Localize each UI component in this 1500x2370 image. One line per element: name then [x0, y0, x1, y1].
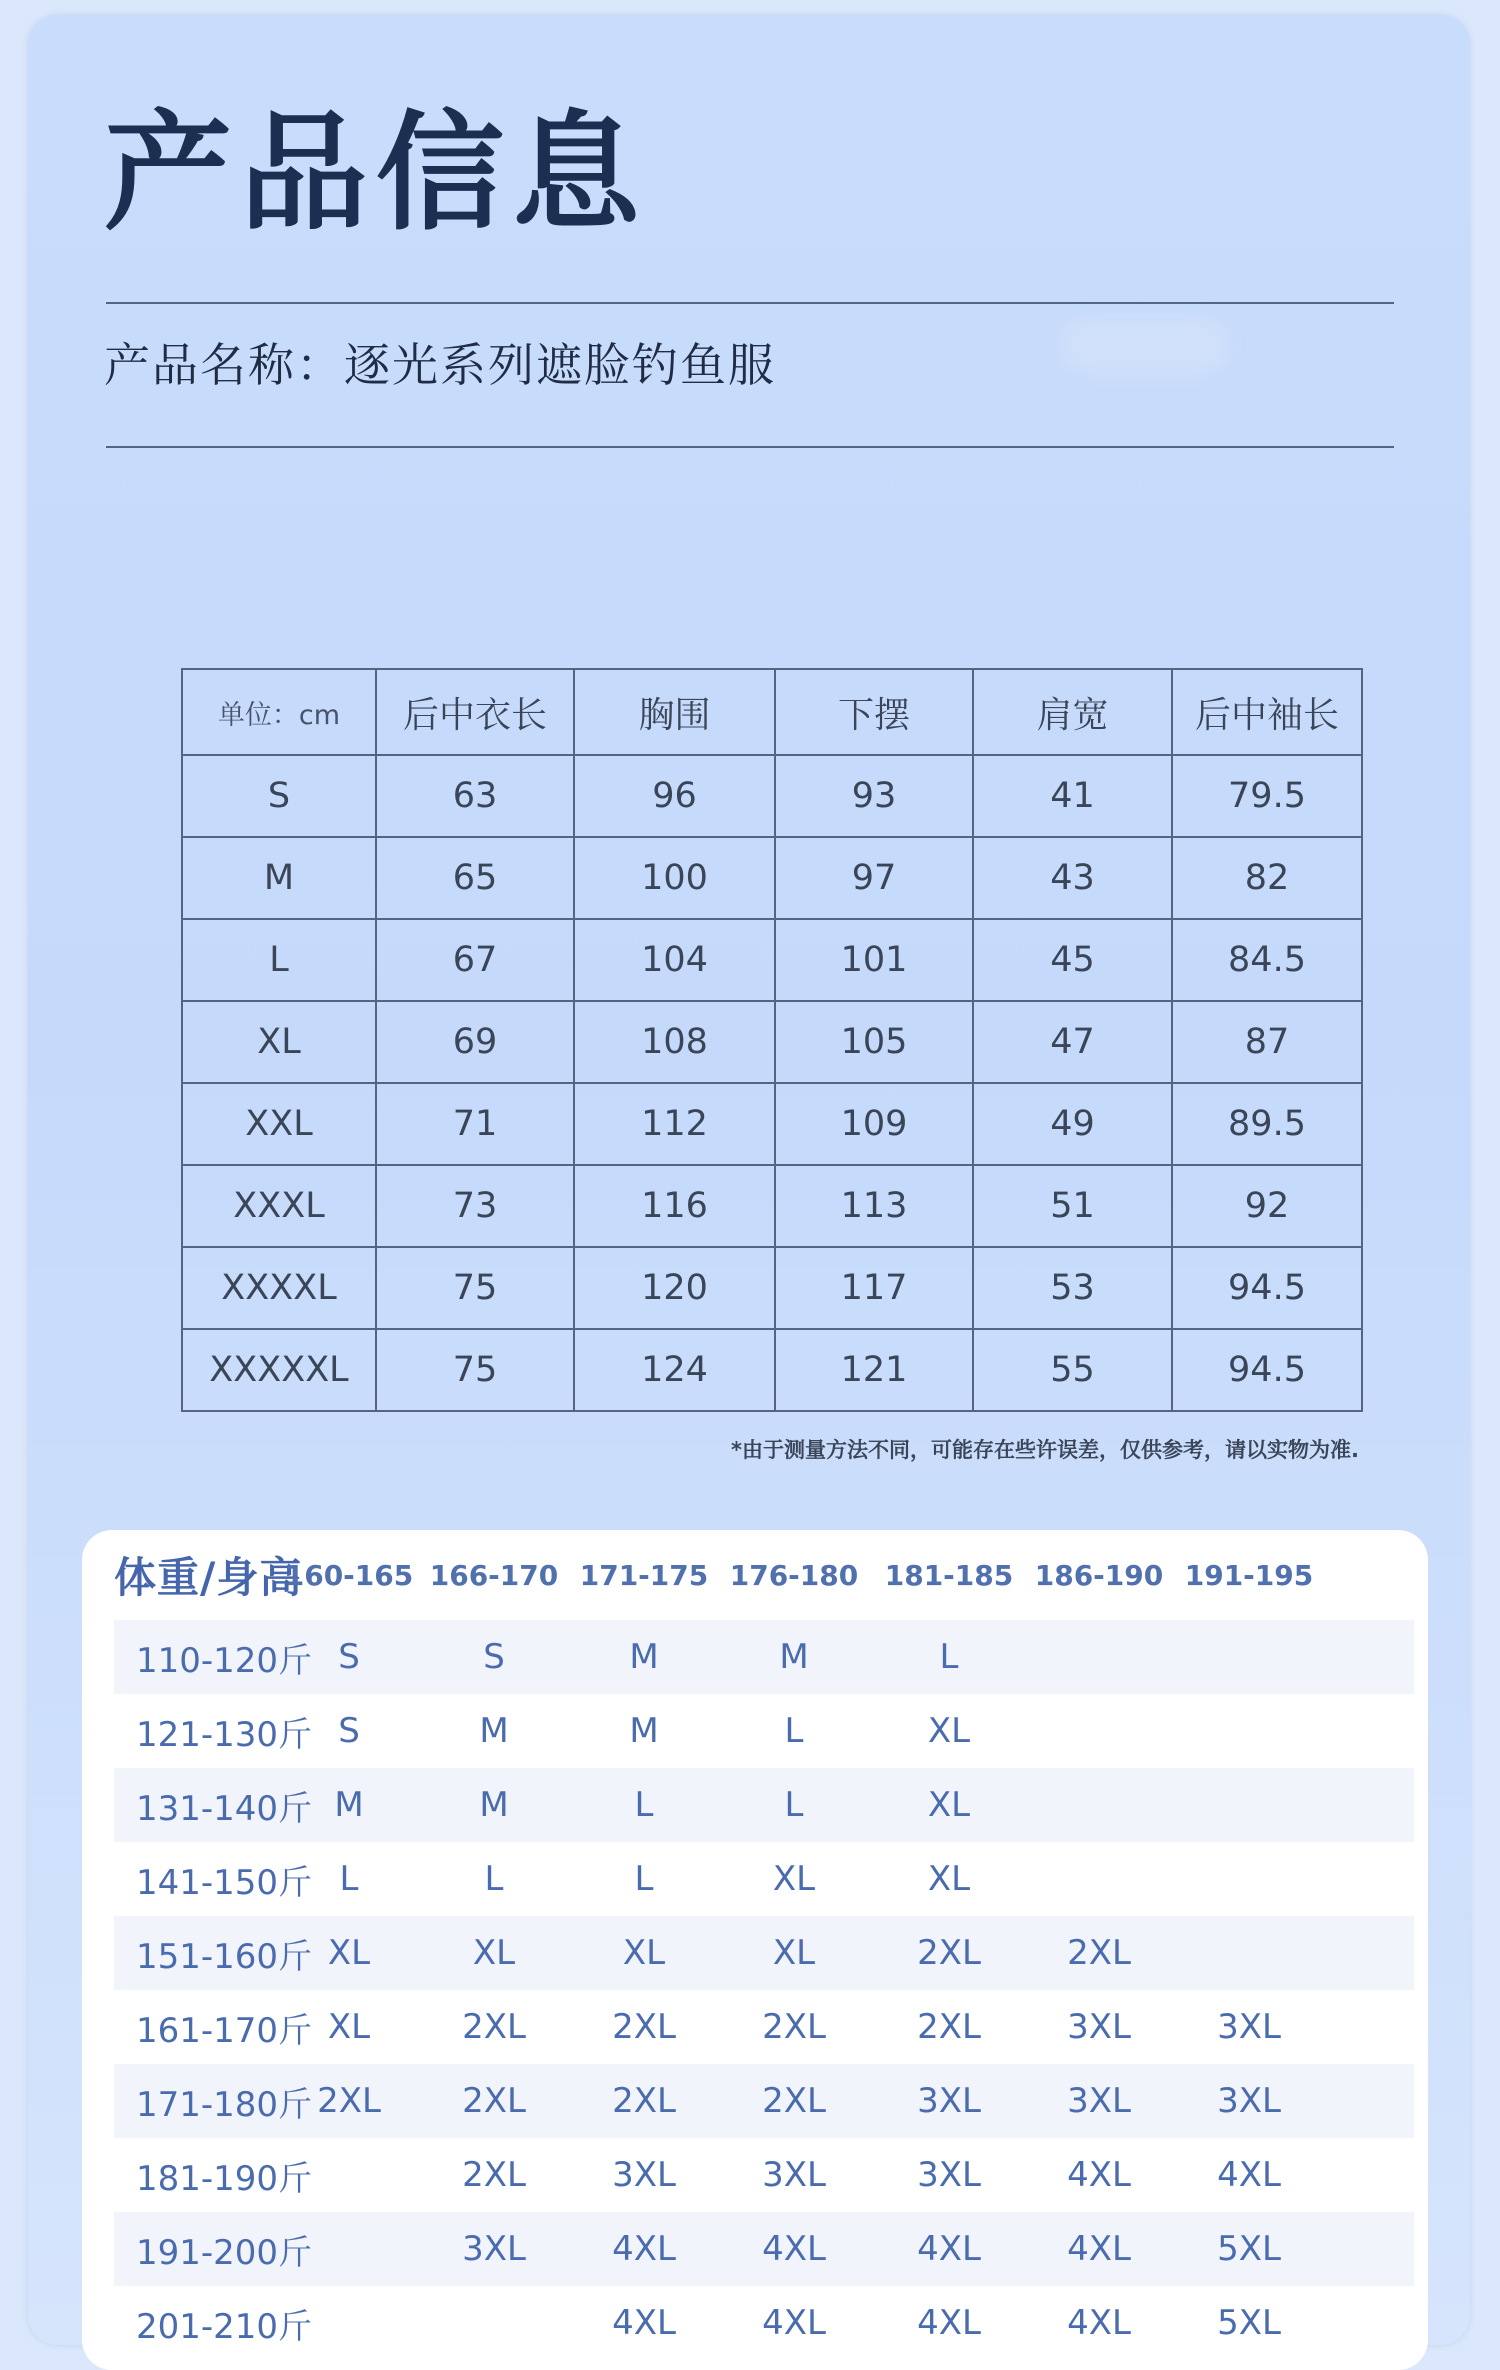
size-label: M: [182, 837, 376, 919]
recommended-size: M: [629, 1711, 659, 1751]
size-row: [182, 755, 1362, 837]
size-label: XXXXL: [182, 1247, 376, 1329]
size-cell: 67: [376, 919, 574, 1001]
recommended-size: 4XL: [1217, 2155, 1281, 2195]
size-cell: 105: [775, 1001, 973, 1083]
size-cell: 113: [775, 1165, 973, 1247]
blurred-watermark: [1060, 318, 1230, 374]
recommended-size: 4XL: [612, 2303, 676, 2343]
size-cell: 93: [775, 755, 973, 837]
recommended-size: 2XL: [917, 2007, 981, 2047]
size-cell: 94.5: [1172, 1329, 1362, 1411]
recommended-size: 2XL: [762, 2007, 826, 2047]
recommended-size: XL: [772, 1933, 816, 1973]
recommendation-row: [114, 1916, 1414, 1990]
recommended-size: XL: [927, 1859, 971, 1899]
weight-height-header: 体重/身高: [114, 1553, 303, 1602]
measurement-note: *由于测量方法不同，可能存在些许误差，仅供参考，请以实物为准.: [731, 1438, 1359, 1462]
recommended-size: 2XL: [1067, 1933, 1131, 1973]
recommended-size: S: [338, 1711, 360, 1751]
recommended-size: 4XL: [917, 2303, 981, 2343]
recommended-size: [1174, 1620, 1324, 1694]
size-cell: 87: [1172, 1001, 1362, 1083]
weight-label: 181-190斤: [136, 2158, 313, 2199]
recommended-size: 3XL: [1067, 2081, 1131, 2121]
recommended-size: [1024, 1768, 1174, 1842]
recommendation-row: [114, 1768, 1414, 1842]
recommended-size: XL: [327, 1933, 371, 1973]
unit-header: 单位：cm: [182, 669, 376, 755]
size-table: [181, 668, 1363, 1412]
recommendation-row: [114, 1990, 1414, 2064]
recommended-size: L: [339, 1859, 359, 1899]
size-cell: 120: [574, 1247, 775, 1329]
size-cell: 94.5: [1172, 1247, 1362, 1329]
recommendation-row: [114, 1620, 1414, 1694]
size-cell: 100: [574, 837, 775, 919]
height-header: 166-170: [429, 1558, 559, 1592]
recommended-size: [1174, 1694, 1324, 1768]
size-row: [182, 1083, 1362, 1165]
recommended-size: 3XL: [917, 2155, 981, 2195]
recommended-size: M: [779, 1637, 809, 1677]
size-cell: 82: [1172, 837, 1362, 919]
recommended-size: 2XL: [462, 2081, 526, 2121]
recommended-size: L: [634, 1785, 654, 1825]
recommendation-header: [114, 1530, 1414, 1620]
recommended-size: M: [334, 1785, 364, 1825]
size-label: XXXL: [182, 1165, 376, 1247]
size-cell: 71: [376, 1083, 574, 1165]
recommended-size: 3XL: [1067, 2007, 1131, 2047]
size-cell: 55: [973, 1329, 1172, 1411]
recommended-size: XL: [772, 1859, 816, 1899]
size-cell: 112: [574, 1083, 775, 1165]
recommended-size: 2XL: [462, 2007, 526, 2047]
size-cell: 65: [376, 837, 574, 919]
size-cell: 73: [376, 1165, 574, 1247]
column-header: 下摆: [775, 669, 973, 755]
recommended-size: M: [629, 1637, 659, 1677]
size-table-header: [182, 669, 1362, 755]
recommended-size: 4XL: [917, 2229, 981, 2269]
recommendation-row: [114, 2138, 1414, 2212]
recommended-size: S: [483, 1637, 505, 1677]
size-recommendation-chart: [82, 1530, 1428, 2370]
size-cell: 92: [1172, 1165, 1362, 1247]
recommended-size: L: [634, 1859, 654, 1899]
column-header: 后中衣长: [376, 669, 574, 755]
recommended-size: S: [338, 1637, 360, 1677]
recommended-size: [1174, 1916, 1324, 1990]
size-cell: 96: [574, 755, 775, 837]
size-cell: 116: [574, 1165, 775, 1247]
size-cell: 75: [376, 1329, 574, 1411]
recommended-size: [1024, 1842, 1174, 1916]
recommended-size: M: [479, 1785, 509, 1825]
size-cell: 63: [376, 755, 574, 837]
recommendation-row: [114, 2286, 1414, 2360]
size-row: [182, 1001, 1362, 1083]
size-cell: 109: [775, 1083, 973, 1165]
size-cell: 75: [376, 1247, 574, 1329]
recommended-size: [1024, 1620, 1174, 1694]
recommendation-row: [114, 1694, 1414, 1768]
size-cell: 108: [574, 1001, 775, 1083]
recommended-size: 4XL: [1067, 2229, 1131, 2269]
weight-label: 201-210斤: [136, 2306, 313, 2347]
recommended-size: [419, 2286, 569, 2360]
size-cell: 41: [973, 755, 1172, 837]
size-row: [182, 837, 1362, 919]
size-label: L: [182, 919, 376, 1001]
column-header: 后中袖长: [1172, 669, 1362, 755]
recommended-size: 2XL: [317, 2081, 381, 2121]
recommended-size: 3XL: [612, 2155, 676, 2195]
size-row: [182, 919, 1362, 1001]
recommended-size: 5XL: [1217, 2303, 1281, 2343]
recommended-size: XL: [472, 1933, 516, 1973]
recommended-size: 3XL: [762, 2155, 826, 2195]
recommended-size: XL: [622, 1933, 666, 1973]
size-label: XXL: [182, 1083, 376, 1165]
recommended-size: 4XL: [612, 2229, 676, 2269]
size-cell: 104: [574, 919, 775, 1001]
size-cell: 101: [775, 919, 973, 1001]
column-header: 胸围: [574, 669, 775, 755]
size-cell: 79.5: [1172, 755, 1362, 837]
recommendation-row: [114, 2064, 1414, 2138]
size-cell: 49: [973, 1083, 1172, 1165]
recommended-size: 5XL: [1217, 2229, 1281, 2269]
column-header: 肩宽: [973, 669, 1172, 755]
height-header: 181-185: [884, 1558, 1014, 1592]
weight-label: 171-180斤: [136, 2084, 313, 2125]
size-cell: 69: [376, 1001, 574, 1083]
size-cell: 43: [973, 837, 1172, 919]
recommended-size: 2XL: [462, 2155, 526, 2195]
size-cell: 121: [775, 1329, 973, 1411]
recommended-size: XL: [327, 2007, 371, 2047]
recommended-size: 3XL: [462, 2229, 526, 2269]
size-label: S: [182, 755, 376, 837]
recommended-size: L: [784, 1711, 804, 1751]
size-cell: 124: [574, 1329, 775, 1411]
recommended-size: 4XL: [762, 2303, 826, 2343]
weight-label: 141-150斤: [136, 1862, 313, 1903]
weight-label: 131-140斤: [136, 1788, 313, 1829]
recommendation-row: [114, 2212, 1414, 2286]
size-cell: 53: [973, 1247, 1172, 1329]
size-row: [182, 1247, 1362, 1329]
recommended-size: 2XL: [612, 2081, 676, 2121]
recommended-size: 4XL: [1067, 2155, 1131, 2195]
size-cell: 84.5: [1172, 919, 1362, 1001]
recommended-size: 3XL: [1217, 2081, 1281, 2121]
weight-label: 121-130斤: [136, 1714, 313, 1755]
recommended-size: [1174, 1768, 1324, 1842]
recommended-size: XL: [927, 1711, 971, 1751]
recommended-size: 2XL: [762, 2081, 826, 2121]
recommended-size: 2XL: [917, 1933, 981, 1973]
height-header: 176-180: [729, 1558, 859, 1592]
size-label: XL: [182, 1001, 376, 1083]
recommended-size: [274, 2286, 424, 2360]
recommended-size: L: [939, 1637, 959, 1677]
height-header: 186-190: [1034, 1558, 1164, 1592]
weight-label: 110-120斤: [136, 1640, 313, 1681]
size-cell: 117: [775, 1247, 973, 1329]
weight-label: 161-170斤: [136, 2010, 313, 2051]
size-label: XXXXXL: [182, 1329, 376, 1411]
page-title: 产品信息: [104, 99, 649, 248]
size-row: [182, 1165, 1362, 1247]
size-cell: 89.5: [1172, 1083, 1362, 1165]
divider: [106, 302, 1394, 304]
weight-label: 151-160斤: [136, 1936, 313, 1977]
divider: [106, 446, 1394, 448]
recommended-size: L: [784, 1785, 804, 1825]
recommended-size: [274, 2212, 424, 2286]
recommendation-row: [114, 1842, 1414, 1916]
recommended-size: [274, 2138, 424, 2212]
recommended-size: XL: [927, 1785, 971, 1825]
size-cell: 47: [973, 1001, 1172, 1083]
size-cell: 97: [775, 837, 973, 919]
recommended-size: 4XL: [762, 2229, 826, 2269]
height-header: 191-195: [1184, 1558, 1314, 1592]
recommended-size: L: [484, 1859, 504, 1899]
size-row: [182, 1329, 1362, 1411]
recommended-size: 3XL: [917, 2081, 981, 2121]
recommended-size: 3XL: [1217, 2007, 1281, 2047]
recommended-size: [1174, 1842, 1324, 1916]
height-header: 160-165: [284, 1558, 414, 1592]
product-name: 产品名称：逐光系列遮脸钓鱼服: [104, 338, 776, 392]
weight-label: 191-200斤: [136, 2232, 313, 2273]
recommended-size: 4XL: [1067, 2303, 1131, 2343]
height-header: 171-175: [579, 1558, 709, 1592]
recommended-size: 2XL: [612, 2007, 676, 2047]
recommended-size: [1024, 1694, 1174, 1768]
recommended-size: M: [479, 1711, 509, 1751]
size-cell: 51: [973, 1165, 1172, 1247]
size-cell: 45: [973, 919, 1172, 1001]
